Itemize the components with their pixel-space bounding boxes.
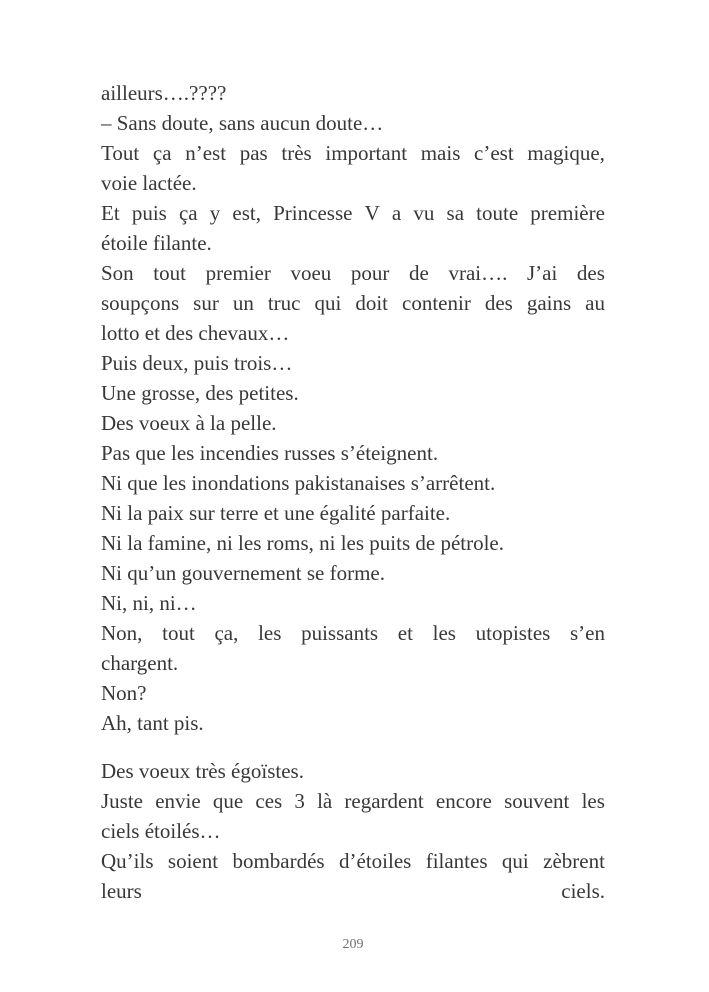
text-word: s’en <box>570 621 605 645</box>
text-word: tout <box>153 261 186 285</box>
text-word: un <box>232 291 254 315</box>
text-line <box>101 618 605 648</box>
text-word: ces <box>255 789 283 813</box>
text-word: ça <box>152 141 172 165</box>
text-line: Ni la famine, ni les roms, ni les puits de pétrole. <box>101 531 504 555</box>
text-word: de <box>409 261 429 285</box>
text-line: Des voeux à la pelle. <box>101 411 277 435</box>
page-number: 209 <box>342 937 364 952</box>
text-word: Son <box>101 261 134 285</box>
text-word: J’ai <box>526 261 558 285</box>
text-word: des <box>576 261 605 285</box>
text-word: première <box>530 201 605 225</box>
text-word: ciels. <box>561 879 605 903</box>
text-word: y <box>209 201 221 225</box>
text-word: contenir <box>402 291 471 315</box>
text-word: puissants <box>301 621 379 645</box>
text-word: c’est <box>474 141 514 165</box>
text-word: Non, <box>101 621 143 645</box>
text-word: envie <box>155 789 201 813</box>
text-word: magique, <box>527 141 605 165</box>
text-word: filantes <box>425 849 488 873</box>
text-line <box>101 258 605 288</box>
text-line: ciels étoilés… <box>101 819 221 843</box>
text-word: Tout <box>101 141 140 165</box>
text-word: premier <box>205 261 271 285</box>
text-word: et <box>397 621 413 645</box>
text-word: utopistes <box>475 621 551 645</box>
text-word: qui <box>501 849 529 873</box>
text-line: Puis deux, puis trois… <box>101 351 293 375</box>
text-word: sur <box>193 291 219 315</box>
text-word: pas <box>239 141 268 165</box>
text-word: soient <box>167 849 219 873</box>
text-line <box>101 138 605 168</box>
text-word: mais <box>420 141 461 165</box>
text-word: n’est <box>185 141 227 165</box>
text-line: étoile filante. <box>101 231 212 255</box>
text-word: des <box>484 291 513 315</box>
text-line <box>101 876 605 906</box>
text-line: ailleurs….???? <box>101 81 227 105</box>
text-word: a <box>391 201 402 225</box>
text-line: – Sans doute, sans aucun doute… <box>101 111 384 135</box>
text-word: sa <box>446 201 465 225</box>
text-word: souvent <box>504 789 570 813</box>
text-line: Ni, ni, ni… <box>101 591 197 615</box>
text-line: Ni que les inondations pakistanaises s’arrêtent. <box>101 471 496 495</box>
text-line: Non? <box>101 681 147 705</box>
text-word: bombardés <box>232 849 325 873</box>
text-word: Juste <box>101 789 143 813</box>
text-line <box>101 198 605 228</box>
paragraph-break <box>101 738 605 756</box>
text-word: qui <box>314 291 342 315</box>
text-word: doit <box>355 291 389 315</box>
text-word: est, <box>232 201 261 225</box>
text-word: soupçons <box>101 291 180 315</box>
text-word: 3 <box>294 789 305 813</box>
text-word: gains <box>526 291 572 315</box>
text-word: Princesse <box>273 201 353 225</box>
text-line <box>101 288 605 318</box>
text-word: puis <box>131 201 167 225</box>
text-word: d’étoiles <box>339 849 412 873</box>
text-word: regardent <box>344 789 424 813</box>
text-line: voie lactée. <box>101 171 197 195</box>
text-word: zèbrent <box>543 849 605 873</box>
text-word: les <box>581 789 605 813</box>
text-word: ça, <box>214 621 239 645</box>
text-word: leurs <box>101 879 142 903</box>
text-word: tout <box>162 621 195 645</box>
text-word: ça <box>178 201 198 225</box>
text-word: les <box>258 621 282 645</box>
text-word: important <box>325 141 408 165</box>
text-word: voeu <box>290 261 332 285</box>
text-line: Pas que les incendies russes s’éteignent. <box>101 441 439 465</box>
text-word: encore <box>435 789 492 813</box>
text-word: vrai…. <box>448 261 508 285</box>
text-line: lotto et des chevaux… <box>101 321 290 345</box>
text-line <box>101 786 605 816</box>
text-word: très <box>281 141 312 165</box>
text-line: Ni qu’un gouvernement se forme. <box>101 561 386 585</box>
text-line: Une grosse, des petites. <box>101 381 299 405</box>
text-word: V <box>364 201 380 225</box>
text-line: Ni la paix sur terre et une égalité parfaite. <box>101 501 451 525</box>
text-word: les <box>432 621 456 645</box>
text-word: Et <box>101 201 120 225</box>
text-word: pour <box>350 261 390 285</box>
text-word: truc <box>267 291 301 315</box>
text-word: là <box>317 789 333 813</box>
text-line: Ah, tant pis. <box>101 711 204 735</box>
text-line: Des voeux très égoïstes. <box>101 759 304 783</box>
text-word: vu <box>413 201 435 225</box>
text-line: chargent. <box>101 651 179 675</box>
text-line <box>101 846 605 876</box>
text-word: toute <box>476 201 519 225</box>
text-word: Qu’ils <box>101 849 154 873</box>
text-word: que <box>212 789 244 813</box>
text-word: au <box>585 291 605 315</box>
text-block <box>101 78 605 906</box>
